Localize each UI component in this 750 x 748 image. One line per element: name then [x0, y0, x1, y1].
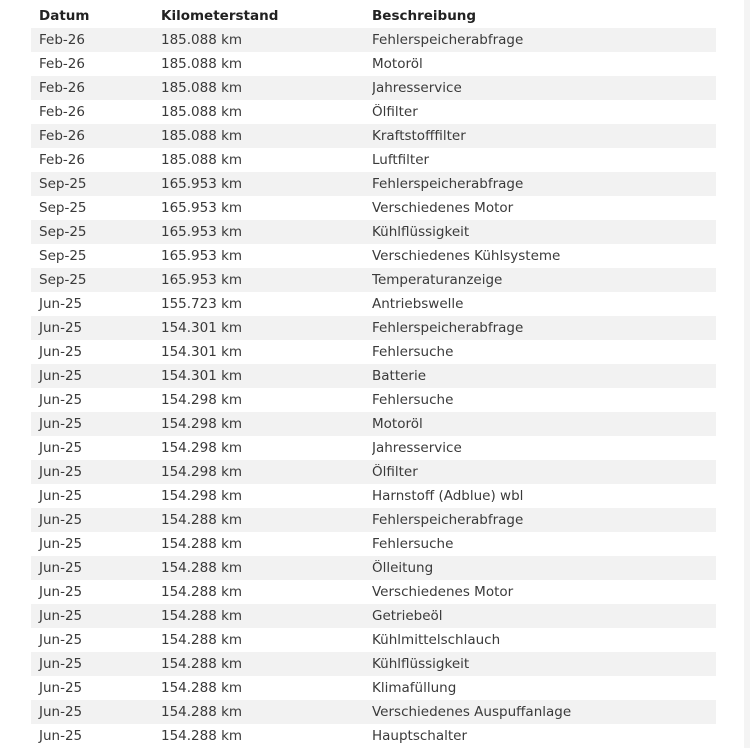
cell-date: Feb-26: [39, 104, 85, 120]
cell-description: Ölfilter: [372, 464, 418, 480]
cell-km: 185.088 km: [161, 152, 243, 168]
cell-description: Fehlersuche: [372, 392, 454, 408]
cell-km: 185.088 km: [161, 80, 243, 96]
table-row: [31, 484, 716, 508]
table-row: [31, 172, 716, 196]
table-row: [31, 220, 716, 244]
cell-date: Jun-25: [39, 608, 83, 624]
cell-date: Feb-26: [39, 56, 85, 72]
cell-description: Jahresservice: [372, 80, 462, 96]
table-row: [31, 460, 716, 484]
cell-date: Jun-25: [39, 344, 83, 360]
cell-description: Verschiedenes Auspuffanlage: [372, 704, 572, 720]
cell-km: 154.288 km: [161, 584, 243, 600]
cell-km: 154.298 km: [161, 392, 243, 408]
table-row: [31, 124, 716, 148]
column-header-description[interactable]: Beschreibung: [372, 8, 477, 24]
cell-description: Verschiedenes Kühlsysteme: [372, 248, 561, 264]
cell-km: 165.953 km: [161, 248, 243, 264]
table-row: [31, 148, 716, 172]
cell-km: 154.288 km: [161, 632, 243, 648]
cell-km: 154.288 km: [161, 656, 243, 672]
cell-description: Harnstoff (Adblue) wbl: [372, 488, 524, 504]
table-row: [31, 604, 716, 628]
cell-km: 154.288 km: [161, 560, 243, 576]
cell-description: Fehlerspeicherabfrage: [372, 512, 524, 528]
table-row: [31, 652, 716, 676]
cell-description: Temperaturanzeige: [372, 272, 503, 288]
cell-km: 154.298 km: [161, 464, 243, 480]
table-row: [31, 28, 716, 52]
cell-km: 154.288 km: [161, 704, 243, 720]
cell-date: Jun-25: [39, 656, 83, 672]
table-row: [31, 76, 716, 100]
cell-date: Feb-26: [39, 128, 85, 144]
cell-km: 154.288 km: [161, 680, 243, 696]
table-row: [31, 580, 716, 604]
cell-date: Jun-25: [39, 416, 83, 432]
cell-description: Fehlerspeicherabfrage: [372, 320, 524, 336]
cell-description: Verschiedenes Motor: [372, 200, 514, 216]
cell-date: Feb-26: [39, 152, 85, 168]
cell-description: Luftfilter: [372, 152, 430, 168]
cell-description: Fehlerspeicherabfrage: [372, 176, 524, 192]
cell-date: Jun-25: [39, 728, 83, 744]
cell-description: Batterie: [372, 368, 427, 384]
table-row: [31, 628, 716, 652]
cell-date: Jun-25: [39, 704, 83, 720]
cell-description: Kühlmittelschlauch: [372, 632, 501, 648]
cell-date: Jun-25: [39, 392, 83, 408]
cell-date: Jun-25: [39, 560, 83, 576]
cell-date: Jun-25: [39, 464, 83, 480]
table-row: [31, 436, 716, 460]
table-row: [31, 676, 716, 700]
table-row: [31, 388, 716, 412]
cell-km: 165.953 km: [161, 272, 243, 288]
scrollbar-track[interactable]: [744, 0, 750, 748]
cell-km: 165.953 km: [161, 224, 243, 240]
cell-date: Jun-25: [39, 296, 83, 312]
cell-description: Getriebeöl: [372, 608, 443, 624]
cell-km: 185.088 km: [161, 56, 243, 72]
cell-km: 185.088 km: [161, 128, 243, 144]
cell-description: Fehlerspeicherabfrage: [372, 32, 524, 48]
cell-description: Ölleitung: [372, 560, 434, 576]
table-row: [31, 508, 716, 532]
cell-km: 154.298 km: [161, 416, 243, 432]
cell-km: 165.953 km: [161, 200, 243, 216]
cell-date: Sep-25: [39, 200, 87, 216]
cell-description: Motoröl: [372, 56, 423, 72]
cell-km: 155.723 km: [161, 296, 243, 312]
table-header-row: [31, 4, 716, 28]
table-row: [31, 340, 716, 364]
cell-description: Antriebswelle: [372, 296, 464, 312]
cell-date: Sep-25: [39, 176, 87, 192]
cell-description: Ölfilter: [372, 104, 418, 120]
cell-date: Jun-25: [39, 584, 83, 600]
cell-km: 185.088 km: [161, 104, 243, 120]
table-row: [31, 292, 716, 316]
cell-date: Jun-25: [39, 488, 83, 504]
table-row: [31, 412, 716, 436]
cell-km: 154.301 km: [161, 320, 243, 336]
cell-date: Feb-26: [39, 80, 85, 96]
table-row: [31, 724, 716, 748]
cell-description: Kühlflüssigkeit: [372, 224, 470, 240]
cell-km: 154.288 km: [161, 608, 243, 624]
cell-description: Kühlflüssigkeit: [372, 656, 470, 672]
cell-date: Sep-25: [39, 224, 87, 240]
cell-km: 154.288 km: [161, 536, 243, 552]
cell-km: 154.301 km: [161, 344, 243, 360]
cell-km: 185.088 km: [161, 32, 243, 48]
table-body: [31, 28, 716, 748]
cell-date: Sep-25: [39, 272, 87, 288]
cell-date: Jun-25: [39, 512, 83, 528]
cell-description: Hauptschalter: [372, 728, 468, 744]
table-row: [31, 100, 716, 124]
cell-date: Feb-26: [39, 32, 85, 48]
table-row: [31, 244, 716, 268]
cell-km: 154.288 km: [161, 728, 243, 744]
cell-description: Fehlersuche: [372, 536, 454, 552]
cell-date: Jun-25: [39, 368, 83, 384]
cell-description: Klimafüllung: [372, 680, 457, 696]
cell-km: 154.301 km: [161, 368, 243, 384]
cell-date: Jun-25: [39, 680, 83, 696]
service-history-table: [31, 4, 716, 748]
cell-date: Jun-25: [39, 320, 83, 336]
column-header-km[interactable]: Kilometerstand: [161, 8, 279, 24]
table-row: [31, 532, 716, 556]
table-row: [31, 52, 716, 76]
cell-description: Verschiedenes Motor: [372, 584, 514, 600]
cell-date: Jun-25: [39, 440, 83, 456]
cell-description: Kraftstofffilter: [372, 128, 466, 144]
table-row: [31, 364, 716, 388]
cell-description: Jahresservice: [372, 440, 462, 456]
cell-km: 154.288 km: [161, 512, 243, 528]
cell-km: 154.298 km: [161, 488, 243, 504]
table-row: [31, 700, 716, 724]
table-row: [31, 268, 716, 292]
cell-date: Sep-25: [39, 248, 87, 264]
table-row: [31, 556, 716, 580]
cell-description: Fehlersuche: [372, 344, 454, 360]
cell-date: Jun-25: [39, 632, 83, 648]
cell-date: Jun-25: [39, 536, 83, 552]
cell-km: 165.953 km: [161, 176, 243, 192]
cell-km: 154.298 km: [161, 440, 243, 456]
column-header-date[interactable]: Datum: [39, 8, 90, 24]
cell-description: Motoröl: [372, 416, 423, 432]
table-row: [31, 316, 716, 340]
table-row: [31, 196, 716, 220]
